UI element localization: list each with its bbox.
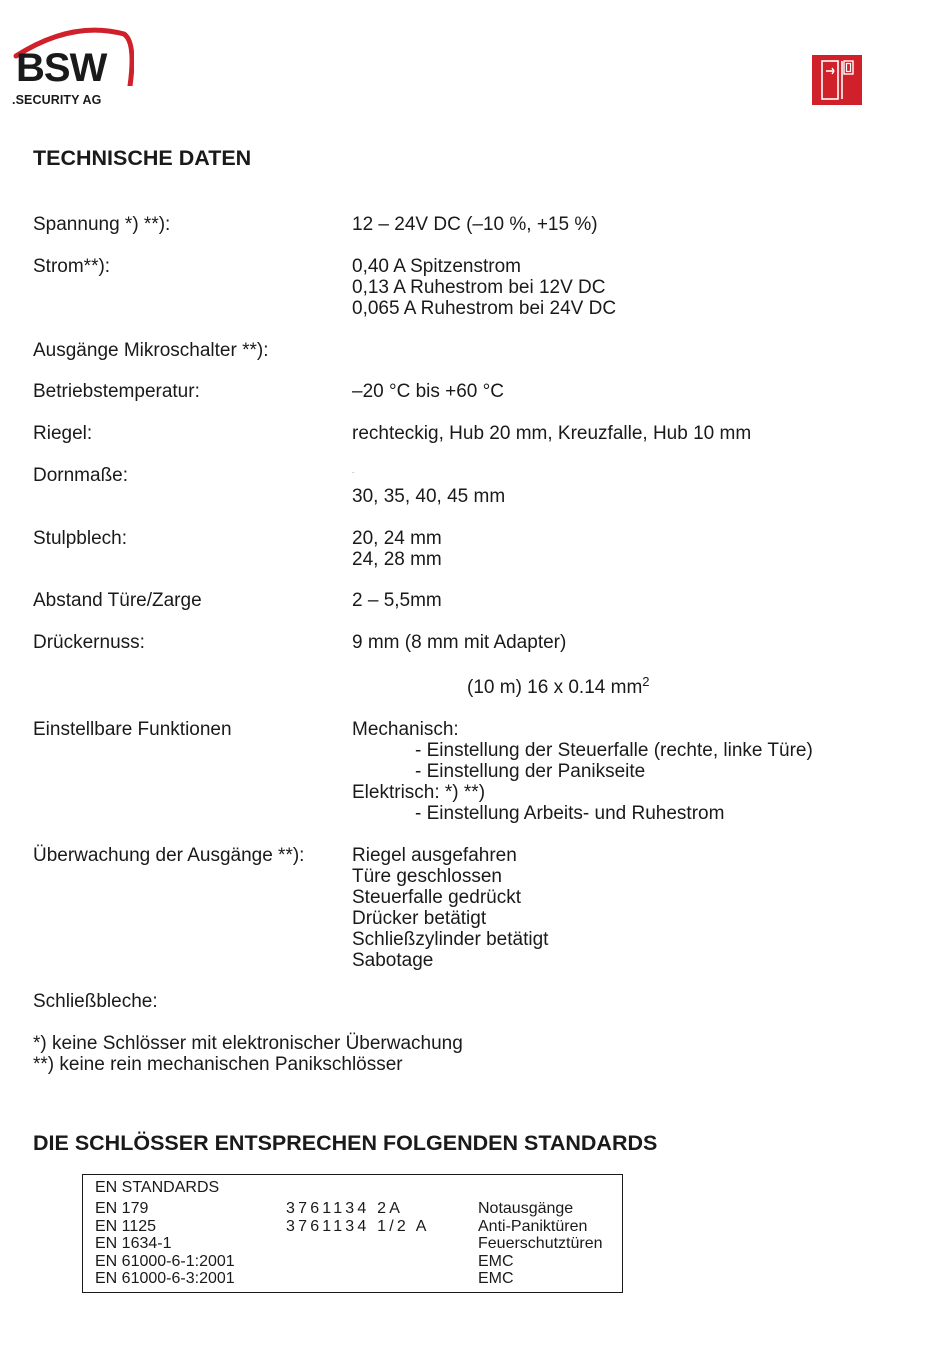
spec-label-temperature: Betriebstemperatur: bbox=[33, 381, 200, 402]
monitoring-item: Schließzylinder betätigt bbox=[352, 929, 549, 950]
functions-electrical-label: Elektrisch: *) **) bbox=[352, 782, 486, 803]
spec-label-gap: Abstand Türe/Zarge bbox=[33, 590, 202, 611]
spec-label-bolt: Riegel: bbox=[33, 423, 93, 444]
spec-label-functions: Einstellbare Funktionen bbox=[33, 719, 232, 740]
spec-label-voltage: Spannung *) **): bbox=[33, 214, 171, 235]
footnote: *) keine Schlösser mit elektronischer Überwachung bbox=[33, 1033, 463, 1054]
spec-value-line: 0,065 A Ruhestrom bei 24V DC bbox=[352, 298, 617, 319]
spec-value-functions bbox=[352, 719, 813, 824]
monitoring-item: Sabotage bbox=[352, 950, 434, 971]
spec-label-monitoring: Überwachung der Ausgänge **): bbox=[33, 845, 305, 866]
spec-value-cable bbox=[467, 674, 650, 698]
section-title-technical-data: TECHNISCHE DATEN bbox=[33, 146, 252, 170]
monitoring-item: Steuerfalle gedrückt bbox=[352, 887, 521, 908]
standards-table bbox=[82, 1174, 623, 1293]
monitoring-item: Türe geschlossen bbox=[352, 866, 502, 887]
emergency-exit-door-icon bbox=[812, 55, 862, 105]
standard-description: Anti-Paniktüren bbox=[478, 1217, 588, 1235]
section-title-standards: DIE SCHLÖSSER ENTSPRECHEN FOLGENDEN STANDARDS bbox=[33, 1131, 658, 1155]
spec-value-gap: 2 – 5,5mm bbox=[352, 590, 442, 611]
spec-label-outputs: Ausgänge Mikroschalter **): bbox=[33, 340, 269, 361]
logo-subtitle: .SECURITY AG bbox=[12, 93, 102, 107]
spec-mark-backset: . bbox=[352, 466, 355, 475]
functions-item: - Einstellung Arbeits- und Ruhestrom bbox=[415, 803, 725, 824]
standard-name: EN 61000-6-1:2001 bbox=[95, 1252, 235, 1270]
spec-label-backset: Dornmaße: bbox=[33, 465, 129, 486]
standard-name: EN 179 bbox=[95, 1200, 149, 1217]
spec-value-line: 0,13 A Ruhestrom bei 12V DC bbox=[352, 277, 606, 298]
monitoring-item: Drücker betätigt bbox=[352, 908, 487, 929]
standard-name: EN 1634-1 bbox=[95, 1235, 172, 1252]
company-logo bbox=[12, 26, 134, 108]
spec-label-strike-plates: Schließbleche: bbox=[33, 991, 158, 1012]
cable-superscript: 2 bbox=[642, 674, 650, 689]
spec-value-voltage: 12 – 24V DC (–10 %, +15 %) bbox=[352, 214, 598, 235]
cable-text: (10 m) 16 x 0.14 mm bbox=[467, 677, 643, 698]
spec-value-temperature: –20 °C bis +60 °C bbox=[352, 381, 504, 402]
standard-code: 3761134 2A bbox=[286, 1200, 404, 1217]
monitoring-item: Riegel ausgefahren bbox=[352, 845, 517, 866]
spec-value-current bbox=[352, 256, 616, 319]
standard-description: EMC bbox=[478, 1252, 514, 1270]
spec-value-backset: 30, 35, 40, 45 mm bbox=[352, 486, 506, 507]
functions-item: - Einstellung der Steuerfalle (rechte, linke Türe) bbox=[415, 740, 813, 761]
spec-label-spindle: Drückernuss: bbox=[33, 632, 145, 653]
spec-label-faceplate: Stulpblech: bbox=[33, 528, 128, 549]
functions-mechanical-label: Mechanisch: bbox=[352, 719, 459, 740]
spec-value-monitoring bbox=[352, 845, 548, 971]
standards-header: EN STANDARDS bbox=[95, 1179, 220, 1196]
standard-name: EN 61000-6-3:2001 bbox=[95, 1270, 235, 1287]
standard-description: Feuerschutztüren bbox=[478, 1235, 603, 1252]
standard-description: Notausgänge bbox=[478, 1200, 574, 1217]
functions-item: - Einstellung der Panikseite bbox=[415, 761, 646, 782]
standard-code: 3761134 1/2 A bbox=[286, 1217, 430, 1235]
spec-value-bolt: rechteckig, Hub 20 mm, Kreuzfalle, Hub 10 mm bbox=[352, 423, 752, 444]
spec-value-line: 20, 24 mm bbox=[352, 528, 442, 549]
footnote: **) keine rein mechanischen Panikschlösser bbox=[33, 1054, 403, 1075]
spec-value-faceplate bbox=[352, 528, 442, 570]
spec-label-current: Strom**): bbox=[33, 256, 111, 277]
spec-value-line: 24, 28 mm bbox=[352, 549, 442, 570]
standard-name: EN 1125 bbox=[95, 1217, 157, 1235]
spec-value-spindle: 9 mm (8 mm mit Adapter) bbox=[352, 632, 567, 653]
logo-name: BSW bbox=[16, 46, 107, 90]
spec-value-line: 0,40 A Spitzenstrom bbox=[352, 256, 521, 277]
standard-description: EMC bbox=[478, 1270, 514, 1287]
